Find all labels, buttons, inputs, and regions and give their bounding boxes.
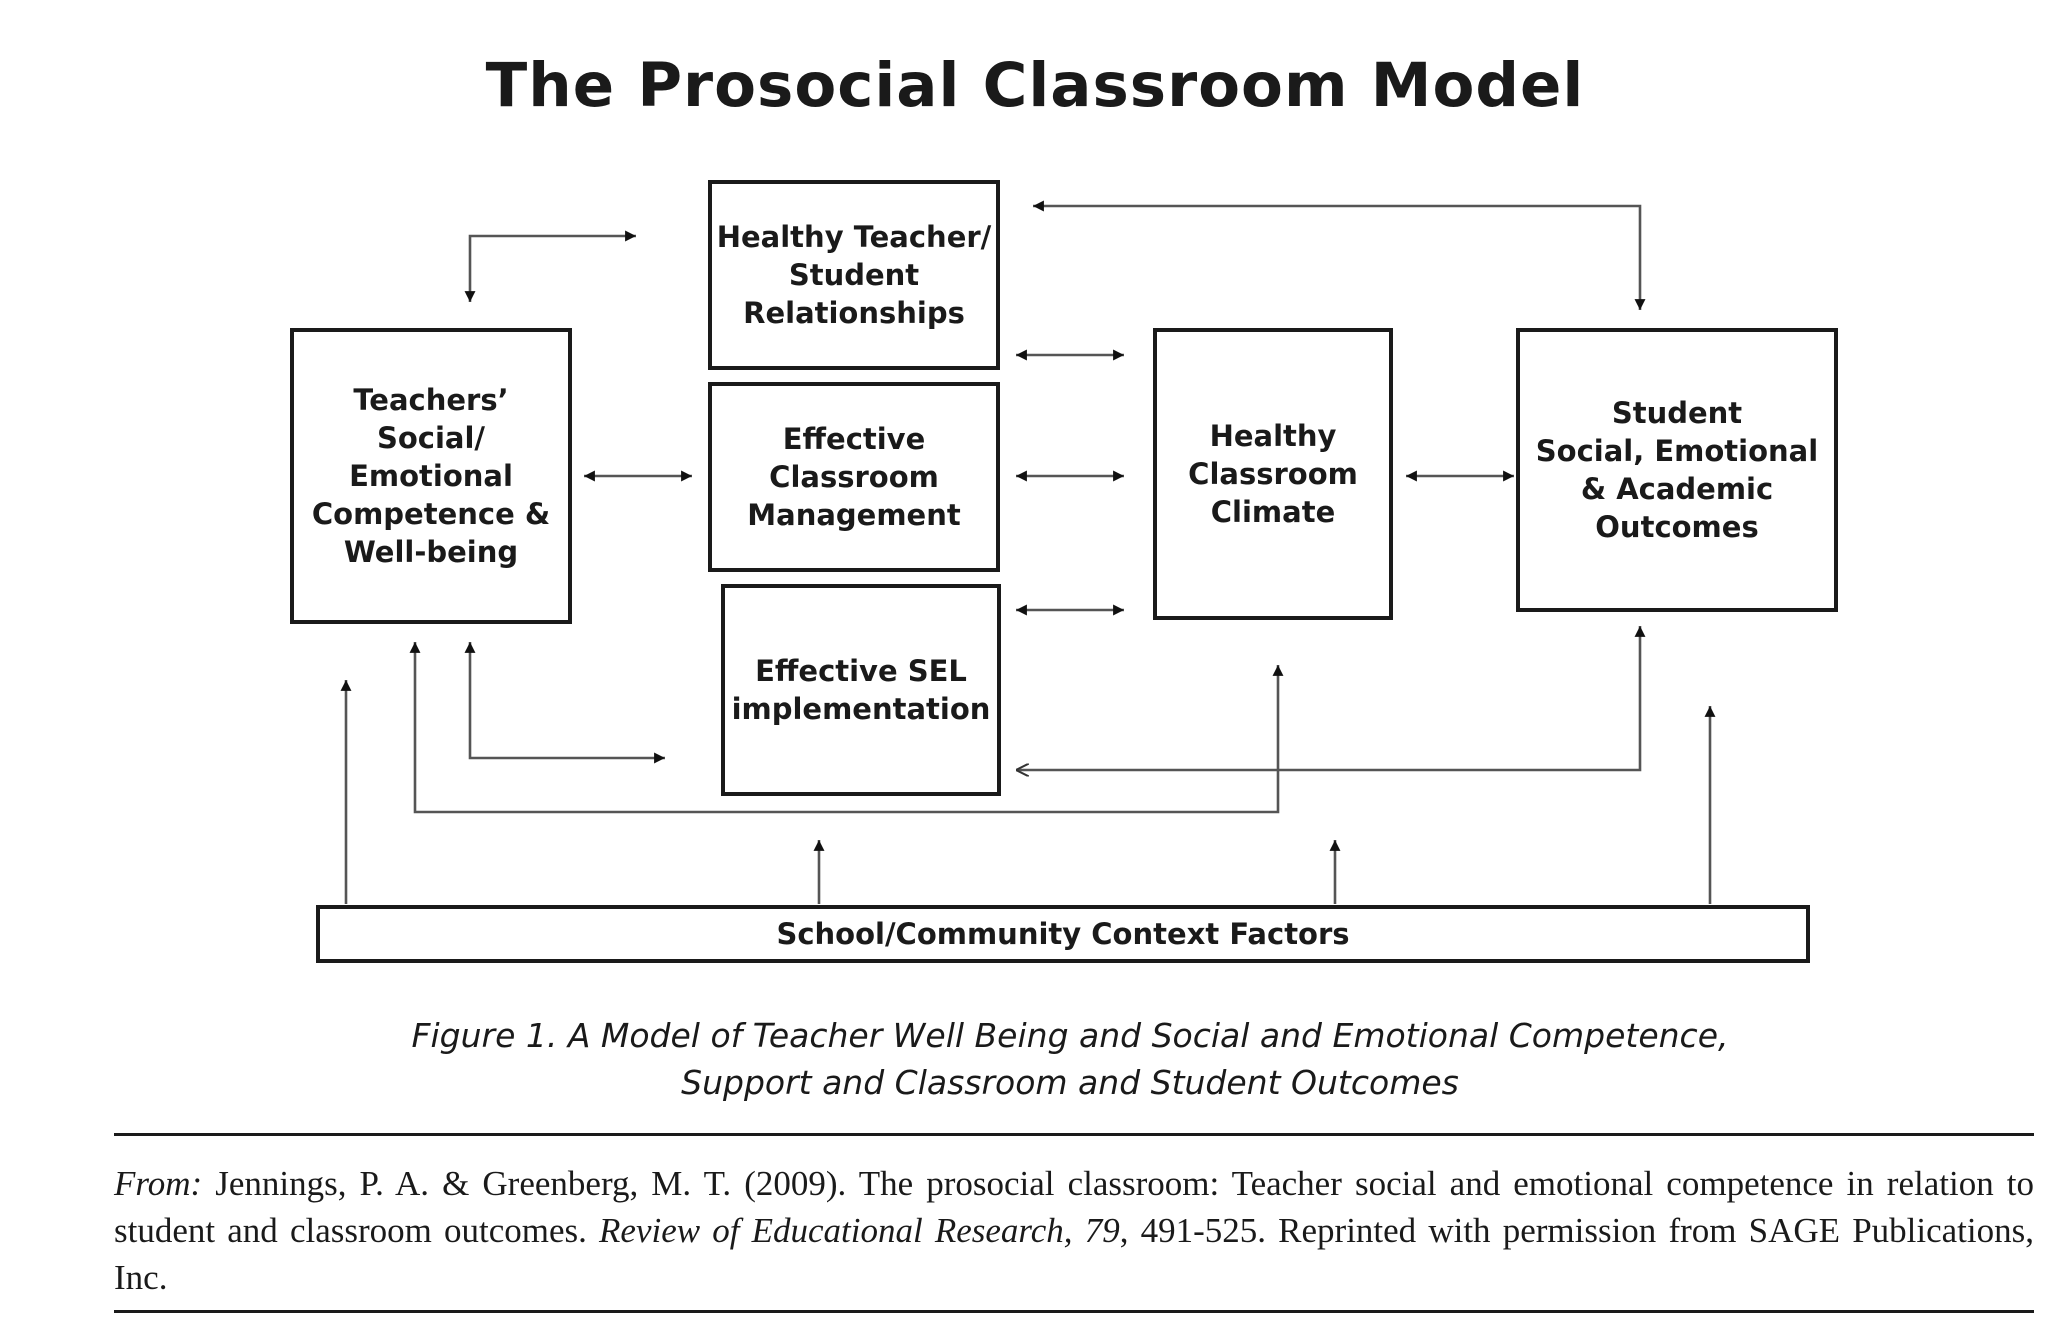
box-sel-implementation-label: Effective SEL implementation	[731, 654, 991, 726]
diagram-title: The Prosocial Classroom Model	[485, 50, 1585, 121]
box-student-outcomes	[1516, 328, 1838, 612]
citation-text-2: , 491-525. Reprinted with permission from SAGE Publications, Inc.	[114, 1211, 2034, 1297]
citation	[114, 1160, 2034, 1301]
box-teacher-competence-label: Teachers’ Social/ Emotional Competence & Well-being	[311, 383, 551, 569]
box-context-factors-label: School/Community Context Factors	[776, 917, 1350, 951]
citation-text-1: Jennings, P. A. & Greenberg, M. T. (2009). The prosocial classroom: Teacher social and emotional competence in relation to student and classroom outcomes.	[114, 1164, 2034, 1250]
arrow-outcomes-sel-loop	[1016, 626, 1640, 770]
arrow-teacher-sel-loop	[470, 642, 665, 758]
box-classroom-climate	[1153, 328, 1393, 620]
box-classroom-management	[708, 382, 1000, 572]
box-context-factors	[316, 905, 1810, 963]
top-rule	[114, 1133, 2034, 1136]
arrow-teacher-to-relationships-loop	[470, 236, 636, 302]
box-teacher-competence	[290, 328, 572, 624]
box-healthy-relationships-label: Healthy Teacher/ Student Relationships	[716, 220, 992, 330]
citation-journal: Review of Educational Research, 79	[599, 1211, 1120, 1250]
box-classroom-management-label: Effective Classroom Management	[747, 422, 961, 532]
box-healthy-relationships	[708, 180, 1000, 370]
figure-caption-line-2: Support and Classroom and Student Outcomes	[681, 1063, 1459, 1102]
box-student-outcomes-label: Student Social, Emotional & Academic Outcomes	[1535, 396, 1819, 544]
box-sel-implementation	[721, 584, 1001, 796]
bottom-rule	[114, 1310, 2034, 1313]
citation-from-label: From:	[114, 1164, 203, 1203]
figure-caption-line-1: Figure 1. A Model of Teacher Well Being and Social and Emotional Competence,	[411, 1016, 1729, 1055]
box-classroom-climate-label: Healthy Classroom Climate	[1188, 419, 1358, 529]
arrow-outcomes-to-relationships-top	[1033, 206, 1640, 310]
